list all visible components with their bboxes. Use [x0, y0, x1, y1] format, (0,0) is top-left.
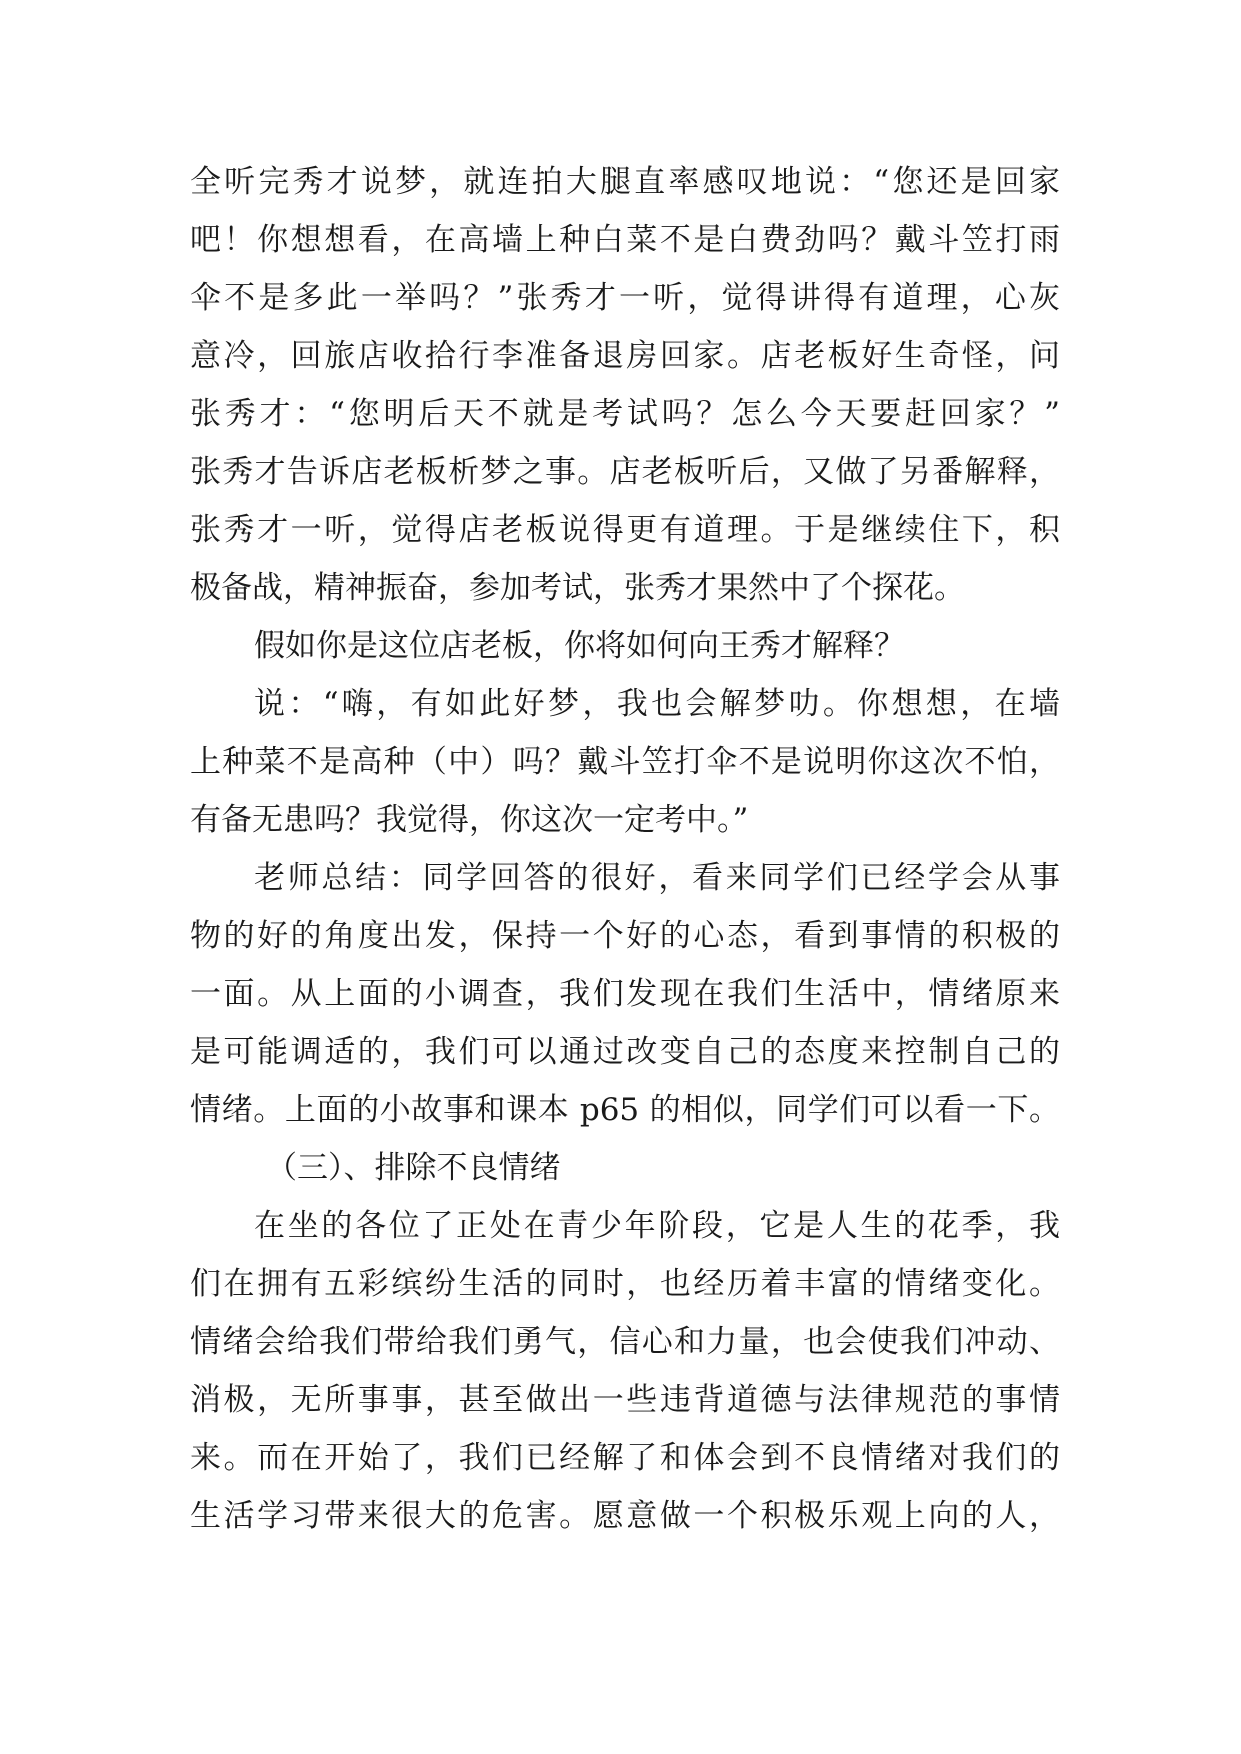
text-line: 伞不是多此一举吗？”张秀才一听，觉得讲得有道理，心灰: [190, 280, 1060, 316]
text-line: 情绪。上面的小故事和课本 p65 的相似，同学们可以看一下。: [190, 1092, 1060, 1128]
text-line: 极备战，精神振奋，参加考试，张秀才果然中了个探花。: [190, 570, 965, 606]
text-line: 张秀才告诉店老板析梦之事。店老板听后，又做了另番解释，: [190, 454, 1060, 490]
text-line: 们在拥有五彩缤纷生活的同时，也经历着丰富的情绪变化。: [190, 1266, 1060, 1302]
text-line: 吧！你想想看，在高墙上种白菜不是白费劲吗？戴斗笠打雨: [190, 222, 1060, 258]
section-heading: （三）、排除不良情绪: [266, 1150, 561, 1186]
text-line: 情绪会给我们带给我们勇气，信心和力量，也会使我们冲动、: [190, 1324, 1060, 1360]
text-line: 意冷，回旅店收拾行李准备退房回家。店老板好生奇怪，问: [190, 338, 1060, 374]
text-line: 有备无患吗？我觉得，你这次一定考中。”: [190, 802, 749, 838]
text-line: 消极，无所事事，甚至做出一些违背道德与法律规范的事情: [190, 1382, 1060, 1418]
text-line: 物的好的角度出发，保持一个好的心态，看到事情的积极的: [190, 918, 1060, 954]
text-line: 张秀才一听，觉得店老板说得更有道理。于是继续住下，积: [190, 512, 1060, 548]
text-line: 上种菜不是高种（中）吗？戴斗笠打伞不是说明你这次不怕，: [190, 744, 1060, 780]
answer-line: 说：“嗨，有如此好梦，我也会解梦叻。你想想，在墙: [254, 686, 1060, 722]
question-line: 假如你是这位店老板，你将如何向王秀才解释？: [254, 628, 905, 664]
text-line: 在坐的各位了正处在青少年阶段，它是人生的花季，我: [254, 1208, 1060, 1244]
text-line: 来。而在开始了，我们已经解了和体会到不良情绪对我们的: [190, 1440, 1060, 1476]
text-line: 全听完秀才说梦，就连拍大腿直率感叹地说：“您还是回家: [190, 164, 1060, 200]
text-line: 一面。从上面的小调查，我们发现在我们生活中，情绪原来: [190, 976, 1060, 1012]
summary-line: 老师总结：同学回答的很好，看来同学们已经学会从事: [254, 860, 1060, 896]
text-line: 张秀才：“您明后天不就是考试吗？怎么今天要赶回家？”: [190, 396, 1060, 432]
text-line: 生活学习带来很大的危害。愿意做一个积极乐观上向的人，: [190, 1498, 1060, 1534]
text-line: 是可能调适的，我们可以通过改变自己的态度来控制自己的: [190, 1034, 1060, 1070]
